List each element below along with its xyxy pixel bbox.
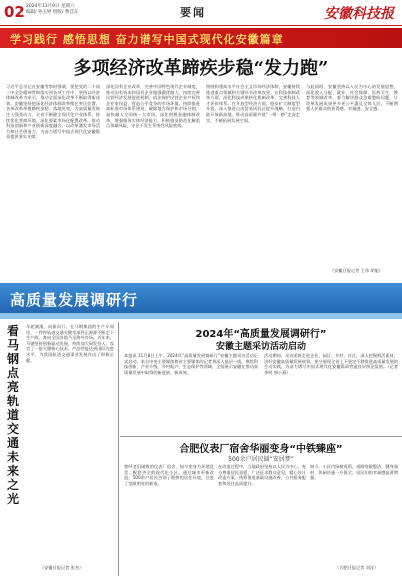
date-line-1: 2024年11月9日 星期六 — [26, 4, 75, 9]
sidebar-divider — [118, 322, 119, 576]
date-line-2: 编辑/ 孙玉婷 组版/ 曹佳东 — [26, 10, 79, 15]
article3-headline: 合肥仪表厂宿舍华丽变身“中铁臻座” — [179, 444, 343, 455]
main-headline: 多项经济改革蹄疾步稳“发力跑” — [73, 58, 329, 79]
lead-column-1: 习近平总书记在安徽考察时强调，要把党的二十届三中全会精神贯彻落实到各项工作中，坚持以经济体制改革为牵引，推动全面深化改革不断取得新成效。安徽坚持把深化经济体制改革摆在突出位置，各项改革举措蹄疾步稳、落地见效，为高质量发展注入强劲动力。全省不断健全现代化产业体系，持续优化营商环境，深化要素市场化配置改革，推动科技创新和产业创新深度融合，以改革激发市场活力和社会创造力，为奋力谱写中国式现代化安徽篇章提供坚实支撑。 — [6, 84, 100, 140]
sidebar-headline: 看马钢点亮轨道交通未来之光 — [6, 324, 19, 506]
sidebar-byline: （安徽日报记者 张杰） — [40, 565, 84, 570]
campaign-banner-text: 学习践行 感悟思想 奋力谱写中国式现代化安徽篇章 — [10, 33, 284, 46]
page-number: 02 — [4, 3, 25, 21]
article3-body-a: 曾经老旧破败的仪表厂宿舍，如今变身为环境优美、配套齐全的现代化小区。通过城市更新改造，500余户居民告别了拥挤的居住环境，住进了宽敞明亮的新家。 — [124, 464, 214, 486]
section-title: 要闻 — [180, 6, 206, 19]
campaign-banner — [0, 28, 402, 48]
article3-body-c: 如今，小区内绿树成荫，道路宽敞整洁，健身器材、休闲设施一应俱全，居民们的幸福感显著增强。 — [310, 464, 398, 481]
masthead — [0, 0, 402, 26]
article2-body-left: 本报讯 11月8日上午，2024年“高质量发展调研行”安徽主题采访活动正式启动。来自中央主要媒体和省主要媒体的记者将深入基层一线，聚焦科技创新、产业升级、乡村振兴、生态保护等领域，全面展示安徽在推动高质量发展中取得的新进展、新成效。 — [124, 353, 258, 375]
hqd-banner-stripe — [0, 313, 402, 319]
lead-column-3: 围绕构建高水平社会主义市场经济体制，安徽持续推进重点领域和关键环节改革攻坚。在科技体制改革方面，深化科技成果转化机制改革，完善科技人才评价体系。在开放型经济方面，稳步扩大制度型开放，深入推进自由贸易试验区提升战略，打造内陆开放新高地，推动高质量共建“一带一路”走深走实，不断拓展发展空间。 — [206, 84, 300, 123]
article3-divider — [120, 436, 402, 437]
article2-headline: 安徽主题采访活动启动 — [215, 342, 306, 352]
article2-body-right: 活动期间，采访团将走进企业、园区、乡村、社区，深入挖掘鲜活素材，讲好安徽高质量发展故事，充分展现全省上下坚定不移推进高质量发展的生动实践，为奋力谱写中国式现代化安徽篇章营造良好舆论氛围。（记者 李明 郭小燕） — [264, 353, 398, 375]
sidebar-body: 车轮滚滚，向新而行。在马钢集团的生产车间里，一件件轨道交通关键零部件正源源不断走下生产线，奔向全国各地乃至海外市场。近年来，马钢坚持创新驱动发展，持续加大研发投入，攻克了一批关键核心技术，产品性能达到国际先进水平，为我国轨道交通事业发展作出了积极贡献。 — [26, 324, 114, 363]
newspaper-logo: 安徽科技报 — [324, 6, 394, 22]
article2-subtitle: 2024年“高质量发展调研行” — [195, 329, 327, 340]
lead-column-2: 深化国有企业改革，完善中国特色现代企业制度，推动国有资本和国有企业做强做优做大。持续完善民营经济发展促进机制，依法保护民营企业产权和企业家权益，营造公平竞争的市场环境。持续推进高标准市场体系建设，破除地方保护和市场分割，加快融入全国统一大市场。深化财税金融体制改革，增强服务实体经济能力，积极稳妥防范化解重点领域风险，守住不发生系统性风险底线。 — [106, 84, 200, 129]
article3-subtitle: 500余户居民圆“安居梦” — [228, 456, 294, 463]
article3-body-b: 在改造过程中，当地政府坚持以人民为中心，充分尊重居民意愿，广泛征求群众意见，精心设计改造方案，统筹推进基础设施改善、公共服务配套和居住品质提升。 — [218, 464, 306, 486]
hqd-banner — [0, 283, 402, 319]
date-line — [26, 4, 78, 16]
hqd-banner-title: 高质量发展调研行 — [10, 291, 139, 309]
lead-byline: （安徽日报记者 王玮 胡旭） — [330, 268, 383, 273]
lead-column-4: 与此同时，安徽坚持以人民为中心的发展思想，深化收入分配、就业、社会保障、医药卫生、教育等领域改革，着力解决群众急难愁盼问题，让改革发展成果更多更公平惠及全体人民，不断增强人民群众的获得感、幸福感、安全感。 — [306, 84, 398, 112]
article3-byline: （合肥日报记者 刘洋） — [335, 565, 379, 570]
